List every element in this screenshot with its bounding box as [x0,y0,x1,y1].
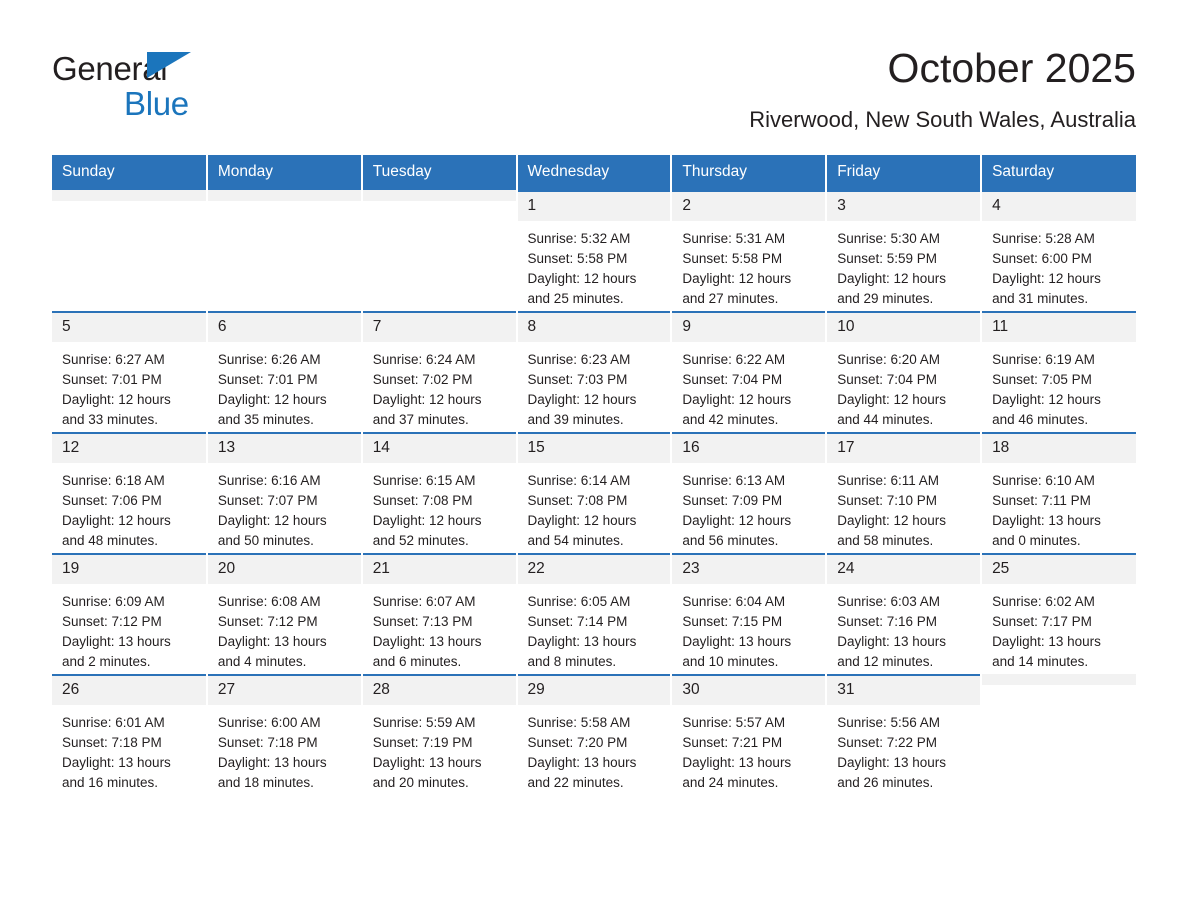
day-number: 6 [208,313,361,342]
day-cell-content [827,674,980,793]
day-number: 18 [982,434,1136,463]
day-number: 27 [208,676,361,705]
logo-text-general: General [52,50,168,87]
day-number: 29 [518,676,671,705]
daylight-duration-line1: Daylight: 12 hours [682,271,792,287]
daylight-duration-line2: and 4 minutes. [217,654,307,670]
calendar-day-cell[interactable] [207,310,362,431]
day-sun-info [982,463,1136,551]
day-cell-content [827,311,980,430]
day-cell-content [363,311,516,430]
daylight-duration-line2: and 18 minutes. [217,775,314,791]
day-number: 8 [518,313,671,342]
day-cell-content [52,311,206,430]
day-cell-content [827,553,980,672]
sunrise-time: Sunrise: 5:57 AM [682,715,786,731]
calendar-day-cell[interactable] [671,190,826,310]
sunrise-time: Sunrise: 6:19 AM [992,352,1095,368]
calendar-day-cell[interactable] [517,673,672,794]
calendar-day-cell[interactable] [517,552,672,673]
calendar-day-cell[interactable] [362,552,517,673]
calendar-day-cell[interactable] [981,190,1136,310]
sunrise-time: Sunrise: 6:15 AM [372,473,476,489]
day-number: 19 [52,555,206,584]
day-cell-content [827,432,980,551]
day-sun-info [52,705,206,793]
day-cell-content [982,674,1136,793]
day-number [363,190,516,201]
weekday-header-row [52,155,1136,190]
day-number: 14 [363,434,516,463]
day-sun-info [827,221,980,309]
day-cell-content [518,432,671,551]
day-sun-info [52,463,206,551]
calendar-day-cell[interactable] [826,552,981,673]
sunset-time: Sunset: 7:17 PM [992,614,1092,630]
sunrise-time: Sunrise: 6:11 AM [837,473,940,489]
sunset-time: Sunset: 7:11 PM [992,493,1091,509]
day-cell-content [672,311,825,430]
calendar-week-row [52,190,1136,310]
calendar-day-cell[interactable] [362,431,517,552]
day-cell-content [518,190,671,309]
daylight-duration-line2: and 12 minutes. [837,654,934,670]
day-number [52,190,206,201]
sunset-time: Sunset: 7:12 PM [62,614,162,630]
day-sun-info [208,705,361,793]
calendar-day-cell[interactable] [981,552,1136,673]
day-cell-content [52,432,206,551]
sunrise-time: Sunrise: 6:26 AM [217,352,321,368]
daylight-duration-line1: Daylight: 13 hours [62,755,171,771]
day-number: 4 [982,192,1136,221]
sunset-time: Sunset: 5:58 PM [527,251,628,267]
daylight-duration-line2: and 6 minutes. [372,654,462,670]
daylight-duration-line2: and 10 minutes. [682,654,779,670]
day-sun-info [672,705,825,793]
calendar-day-cell[interactable] [671,673,826,794]
sunrise-time: Sunrise: 6:18 AM [62,473,165,489]
calendar-day-cell[interactable] [207,431,362,552]
day-sun-info [827,463,980,551]
daylight-duration-line2: and 20 minutes. [372,775,469,791]
day-number: 2 [672,192,825,221]
daylight-duration-line1: Daylight: 13 hours [992,634,1101,650]
page-title: October 2025 [887,45,1136,91]
sunset-time: Sunset: 7:21 PM [682,735,783,751]
calendar-day-cell[interactable] [52,310,207,431]
sunset-time: Sunset: 5:58 PM [682,251,783,267]
sunset-time: Sunset: 7:07 PM [217,493,318,509]
calendar-day-cell[interactable] [517,190,672,310]
sunset-time: Sunset: 7:22 PM [837,735,938,751]
daylight-duration-line1: Daylight: 12 hours [217,513,327,529]
sunset-time: Sunset: 7:05 PM [992,372,1092,388]
daylight-duration-line1: Daylight: 12 hours [837,513,947,529]
sunset-time: Sunset: 7:02 PM [372,372,473,388]
sunset-time: Sunset: 7:13 PM [372,614,473,630]
day-sun-info [827,342,980,430]
sunset-time: Sunset: 7:10 PM [837,493,938,509]
daylight-duration-line2: and 16 minutes. [62,775,159,791]
sunrise-time: Sunrise: 5:30 AM [837,231,941,247]
day-cell-content [208,432,361,551]
sunset-time: Sunset: 7:09 PM [682,493,783,509]
daylight-duration-line1: Daylight: 13 hours [217,634,327,650]
day-cell-content [518,311,671,430]
day-cell-content [208,190,361,309]
title-block [749,44,1136,133]
calendar-day-cell[interactable] [207,552,362,673]
sunset-time: Sunset: 7:20 PM [527,735,628,751]
sunrise-time: Sunrise: 6:13 AM [682,473,786,489]
calendar-day-cell[interactable] [826,190,981,310]
daylight-duration-line1: Daylight: 13 hours [527,634,637,650]
day-cell-content [363,190,516,309]
day-sun-info [672,584,825,672]
day-cell-content [52,190,206,309]
daylight-duration-line1: Daylight: 12 hours [527,392,637,408]
sunrise-time: Sunrise: 5:56 AM [837,715,941,731]
day-sun-info [363,584,516,672]
weekday-header-monday: Monday [207,155,362,190]
day-number: 17 [827,434,980,463]
calendar-day-cell[interactable] [52,673,207,794]
day-number: 11 [982,313,1136,342]
daylight-duration-line2: and 8 minutes. [527,654,617,670]
day-sun-info [208,342,361,430]
weekday-header-thursday: Thursday [671,155,826,190]
day-cell-content [672,674,825,793]
day-number: 26 [52,676,206,705]
daylight-duration-line2: and 37 minutes. [372,412,469,428]
sunrise-time: Sunrise: 6:00 AM [217,715,321,731]
sunset-time: Sunset: 7:12 PM [217,614,318,630]
sunset-time: Sunset: 7:15 PM [682,614,783,630]
daylight-duration-line1: Daylight: 12 hours [372,513,482,529]
calendar-day-cell[interactable] [362,673,517,794]
calendar-empty-cell [207,190,362,310]
calendar-day-cell[interactable] [362,310,517,431]
calendar-day-cell[interactable] [52,552,207,673]
day-cell-content [518,674,671,793]
sunrise-time: Sunrise: 6:01 AM [62,715,165,731]
day-cell-content [672,190,825,309]
daylight-duration-line1: Daylight: 12 hours [682,392,792,408]
sunset-time: Sunset: 7:06 PM [62,493,162,509]
weekday-header-saturday: Saturday [981,155,1136,190]
daylight-duration-line2: and 14 minutes. [992,654,1089,670]
day-cell-content [982,432,1136,551]
sunset-time: Sunset: 7:19 PM [372,735,473,751]
page-header [52,0,1136,133]
daylight-duration-line1: Daylight: 12 hours [992,392,1101,408]
day-sun-info [208,584,361,672]
day-cell-content [982,311,1136,430]
daylight-duration-line2: and 56 minutes. [682,533,779,549]
calendar-day-cell[interactable] [826,431,981,552]
sunrise-time: Sunrise: 5:32 AM [527,231,631,247]
daylight-duration-line2: and 27 minutes. [682,291,779,307]
sunset-time: Sunset: 7:08 PM [527,493,628,509]
daylight-duration-line2: and 35 minutes. [217,412,314,428]
calendar-day-cell[interactable] [517,431,672,552]
logo-flag-icon [147,52,191,78]
day-cell-content [672,432,825,551]
weekday-header-friday: Friday [826,155,981,190]
sunrise-time: Sunrise: 6:07 AM [372,594,476,610]
calendar-day-cell[interactable] [671,552,826,673]
day-number: 31 [827,676,980,705]
day-sun-info [827,584,980,672]
day-number: 12 [52,434,206,463]
calendar-week-row [52,673,1136,794]
day-sun-info [672,342,825,430]
day-number: 23 [672,555,825,584]
sunrise-time: Sunrise: 6:02 AM [992,594,1095,610]
location-subtitle: Riverwood, New South Wales, Australia [749,107,1136,133]
sunrise-time: Sunrise: 6:04 AM [682,594,786,610]
calendar-empty-cell [52,190,207,310]
sunset-time: Sunset: 7:04 PM [682,372,783,388]
daylight-duration-line1: Daylight: 12 hours [62,392,171,408]
day-sun-info [518,342,671,430]
weekday-header-sunday: Sunday [52,155,207,190]
daylight-duration-line2: and 42 minutes. [682,412,779,428]
day-sun-info [982,221,1136,309]
day-number: 16 [672,434,825,463]
daylight-duration-line1: Daylight: 13 hours [372,634,482,650]
sunset-time: Sunset: 7:04 PM [837,372,938,388]
sunset-time: Sunset: 7:01 PM [217,372,318,388]
day-sun-info [518,221,671,309]
day-cell-content [363,553,516,672]
daylight-duration-line2: and 46 minutes. [992,412,1089,428]
daylight-duration-line1: Daylight: 12 hours [682,513,792,529]
logo-text-blue: Blue [124,85,189,122]
day-sun-info [982,584,1136,672]
daylight-duration-line2: and 39 minutes. [527,412,624,428]
daylight-duration-line1: Daylight: 12 hours [527,271,637,287]
calendar-day-cell[interactable] [981,310,1136,431]
calendar-day-cell[interactable] [826,310,981,431]
day-cell-content [672,553,825,672]
day-cell-content [363,432,516,551]
day-sun-info [52,342,206,430]
calendar-day-cell[interactable] [207,673,362,794]
daylight-duration-line2: and 54 minutes. [527,533,624,549]
calendar-day-cell[interactable] [517,310,672,431]
day-sun-info [672,221,825,309]
daylight-duration-line1: Daylight: 13 hours [837,755,947,771]
day-number: 28 [363,676,516,705]
generalblue-logo [52,44,189,120]
day-cell-content [208,311,361,430]
day-cell-content [827,190,980,309]
day-number: 21 [363,555,516,584]
sunrise-time: Sunrise: 5:28 AM [992,231,1095,247]
daylight-duration-line2: and 24 minutes. [682,775,779,791]
day-cell-content [363,674,516,793]
sunrise-time: Sunrise: 6:27 AM [62,352,165,368]
calendar-week-row [52,552,1136,673]
day-cell-content [982,190,1136,309]
sunset-time: Sunset: 6:00 PM [992,251,1092,267]
day-number: 30 [672,676,825,705]
calendar-day-cell[interactable] [981,431,1136,552]
daylight-duration-line1: Daylight: 13 hours [372,755,482,771]
day-sun-info [363,705,516,793]
day-sun-info [208,463,361,551]
sunrise-time: Sunrise: 6:10 AM [992,473,1095,489]
day-number: 7 [363,313,516,342]
daylight-duration-line1: Daylight: 13 hours [992,513,1101,529]
sunrise-time: Sunrise: 6:14 AM [527,473,631,489]
daylight-duration-line2: and 33 minutes. [62,412,159,428]
daylight-duration-line2: and 31 minutes. [992,291,1089,307]
day-number: 9 [672,313,825,342]
calendar-day-cell[interactable] [671,431,826,552]
day-cell-content [52,674,206,793]
day-sun-info [363,463,516,551]
day-sun-info [52,584,206,672]
day-sun-info [827,705,980,793]
daylight-duration-line2: and 50 minutes. [217,533,314,549]
sunrise-time: Sunrise: 5:58 AM [527,715,631,731]
daylight-duration-line1: Daylight: 12 hours [992,271,1101,287]
daylight-duration-line2: and 58 minutes. [837,533,934,549]
calendar-body [52,190,1136,794]
day-number: 15 [518,434,671,463]
daylight-duration-line1: Daylight: 12 hours [527,513,637,529]
daylight-duration-line2: and 44 minutes. [837,412,934,428]
calendar-day-cell[interactable] [52,431,207,552]
daylight-duration-line1: Daylight: 12 hours [837,392,947,408]
sunrise-time: Sunrise: 6:20 AM [837,352,941,368]
sunset-time: Sunset: 7:08 PM [372,493,473,509]
daylight-duration-line1: Daylight: 12 hours [372,392,482,408]
daylight-duration-line1: Daylight: 13 hours [682,755,792,771]
daylight-duration-line2: and 2 minutes. [62,654,151,670]
daylight-duration-line1: Daylight: 12 hours [837,271,947,287]
daylight-duration-line2: and 29 minutes. [837,291,934,307]
sunset-time: Sunset: 7:18 PM [217,735,318,751]
day-number: 22 [518,555,671,584]
daylight-duration-line1: Daylight: 13 hours [682,634,792,650]
day-cell-content [518,553,671,672]
day-sun-info [982,342,1136,430]
sunset-time: Sunset: 7:03 PM [527,372,628,388]
daylight-duration-line1: Daylight: 13 hours [527,755,637,771]
sunrise-time: Sunrise: 6:09 AM [62,594,165,610]
sunrise-time: Sunrise: 6:16 AM [217,473,321,489]
day-number [982,674,1136,685]
daylight-duration-line2: and 22 minutes. [527,775,624,791]
weekday-header-wednesday: Wednesday [517,155,672,190]
daylight-duration-line1: Daylight: 13 hours [62,634,171,650]
sunrise-time: Sunrise: 5:59 AM [372,715,476,731]
day-sun-info [518,584,671,672]
daylight-duration-line2: and 25 minutes. [527,291,624,307]
day-cell-content [982,553,1136,672]
calendar-week-row [52,310,1136,431]
sunset-time: Sunset: 5:59 PM [837,251,938,267]
sunrise-time: Sunrise: 6:05 AM [527,594,631,610]
sunrise-time: Sunrise: 6:22 AM [682,352,786,368]
day-sun-info [518,705,671,793]
day-sun-info [363,342,516,430]
day-cell-content [208,553,361,672]
day-number: 20 [208,555,361,584]
day-sun-info [518,463,671,551]
daylight-duration-line1: Daylight: 12 hours [217,392,327,408]
day-number: 5 [52,313,206,342]
sunset-time: Sunset: 7:01 PM [62,372,162,388]
daylight-duration-line2: and 0 minutes. [992,533,1081,549]
day-number: 24 [827,555,980,584]
day-sun-info [672,463,825,551]
calendar-day-cell[interactable] [826,673,981,794]
sunrise-sunset-calendar [52,155,1136,795]
calendar-day-cell[interactable] [671,310,826,431]
sunset-time: Sunset: 7:16 PM [837,614,938,630]
calendar-empty-cell [362,190,517,310]
calendar-week-row [52,431,1136,552]
day-number: 13 [208,434,361,463]
day-number: 10 [827,313,980,342]
daylight-duration-line2: and 26 minutes. [837,775,934,791]
sunrise-time: Sunrise: 5:31 AM [682,231,786,247]
day-cell-content [208,674,361,793]
daylight-duration-line1: Daylight: 13 hours [837,634,947,650]
day-number: 3 [827,192,980,221]
daylight-duration-line1: Daylight: 13 hours [217,755,327,771]
sunrise-time: Sunrise: 6:24 AM [372,352,476,368]
calendar-empty-cell [981,673,1136,794]
day-number [208,190,361,201]
daylight-duration-line2: and 48 minutes. [62,533,159,549]
weekday-header-tuesday: Tuesday [362,155,517,190]
sunrise-time: Sunrise: 6:03 AM [837,594,941,610]
day-cell-content [52,553,206,672]
sunset-time: Sunset: 7:18 PM [62,735,162,751]
daylight-duration-line2: and 52 minutes. [372,533,469,549]
day-number: 25 [982,555,1136,584]
sunset-time: Sunset: 7:14 PM [527,614,628,630]
day-number: 1 [518,192,671,221]
sunrise-time: Sunrise: 6:08 AM [217,594,321,610]
daylight-duration-line1: Daylight: 12 hours [62,513,171,529]
sunrise-time: Sunrise: 6:23 AM [527,352,631,368]
